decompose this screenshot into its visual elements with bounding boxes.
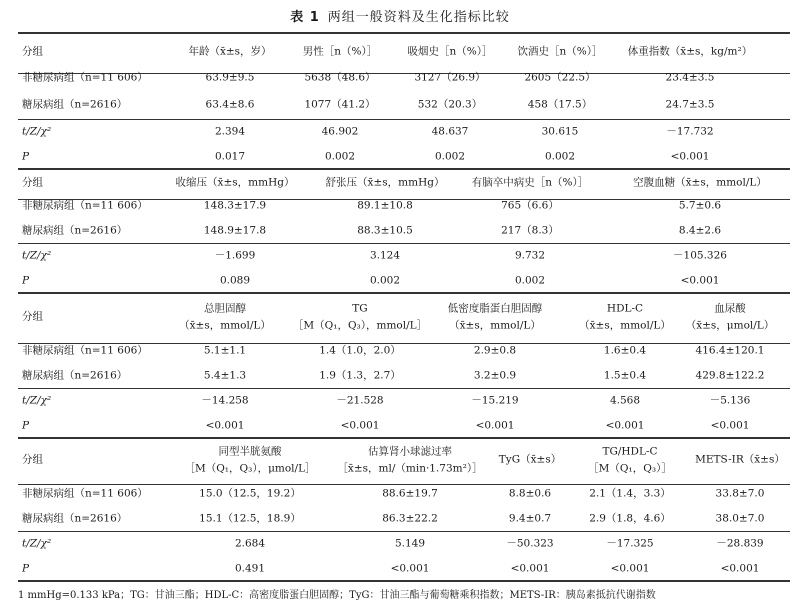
table-cell: 217（8.3） [501,224,559,237]
table-cell: 8.4±2.6 [678,224,722,237]
table-cell: 0.002 [434,150,466,163]
table-rule [18,531,790,532]
table-cell: 5.1±1.1 [203,344,247,357]
column-header-unit: （x̄±s，mmol/L） [579,319,671,332]
table-cell: 23.4±3.5 [665,71,715,84]
table-cell: <0.001 [670,150,710,163]
table-cell: 0.491 [234,562,266,575]
column-header: TG [352,302,368,315]
table-cell: 88.6±19.7 [382,487,438,500]
column-header: 总胆固醇 [204,302,246,315]
table-cell: 5.4±1.3 [203,369,247,382]
table-caption: 两组一般资料及生化指标比较 [327,10,510,25]
column-header: METS-IR（x̄±s） [695,453,785,466]
column-header: HDL-C [606,302,644,315]
table-cell: 416.4±120.1 [695,344,765,357]
table-rule [18,168,790,170]
table-cell: <0.001 [510,562,550,575]
column-header: 同型半胱氨酸 [218,445,282,458]
table-cell: <0.001 [205,419,245,432]
column-header: 分组 [22,176,43,189]
column-header: 年龄（x̄±s，岁） [188,45,272,58]
table-cell: 1.4（1.0，2.0） [319,344,401,357]
column-header-unit: ［M（Q₁，Q₃），mmol/L］ [292,319,428,332]
row-label: 糖尿病组（n=2616） [22,369,128,382]
column-header: 分组 [22,310,43,323]
table-cell: 24.7±3.5 [665,98,715,111]
table-cell: 4.568 [609,394,641,407]
column-header: 估算肾小球滤过率 [368,445,452,458]
table-number: 表 1 [290,10,320,25]
column-header: 有脑卒中病史［n（%）］ [471,176,589,189]
row-label: P [22,150,30,163]
row-label: t/Z/χ² [22,125,52,138]
table-rule [18,243,790,244]
column-header-unit: ［M（Q₁，Q₃）］ [588,462,672,475]
table-cell: <0.001 [720,562,760,575]
table-cell: 3127（26.9） [414,71,486,84]
row-label: 糖尿病组（n=2616） [22,224,128,237]
row-label: t/Z/χ² [22,394,52,407]
row-label: P [22,562,30,575]
table-cell: 2.1（1.4，3.3） [589,487,671,500]
column-header: 空腹血糖（x̄±s，mmol/L） [633,176,767,189]
column-header-unit: （x̄±s，mmol/L） [449,319,541,332]
column-header: TyG（x̄±s） [498,453,562,466]
table-cell: －1.699 [214,249,256,262]
table-cell: 0.002 [544,150,576,163]
table-cell: 3.2±0.9 [473,369,517,382]
table-cell: <0.001 [605,419,645,432]
row-label: 糖尿病组（n=2616） [22,98,128,111]
column-header-unit: ［M（Q₁，Q₃），μmol/L］ [184,462,316,475]
column-header: 分组 [22,45,43,58]
table-cell: 532（20.3） [417,98,483,111]
table-cell: －28.839 [716,537,764,550]
table-cell: 148.3±17.9 [203,199,267,212]
table-cell: 5.7±0.6 [678,199,722,212]
table-cell: 1.6±0.4 [603,344,647,357]
table-cell: 2.9（1.8，4.6） [589,512,671,525]
table-cell: 30.615 [541,125,579,138]
table-cell: 86.3±22.2 [382,512,438,525]
table-cell: 3.124 [369,249,401,262]
row-label: P [22,274,30,287]
table-rule [18,388,790,389]
table-cell: 63.9±9.5 [205,71,255,84]
column-header: 体重指数（x̄±s，kg/m²） [627,45,753,58]
table-cell: 89.1±10.8 [357,199,413,212]
table-title [0,6,800,25]
table-cell: 8.8±0.6 [508,487,552,500]
row-label: 非糖尿病组（n=11 606） [22,71,148,84]
table-cell: 0.017 [214,150,246,163]
table-cell: 148.9±17.8 [203,224,267,237]
table-cell: 0.002 [324,150,356,163]
table-cell: 48.637 [431,125,469,138]
row-label: 糖尿病组（n=2616） [22,512,128,525]
table-cell: 2.684 [234,537,266,550]
column-header: 分组 [22,453,43,466]
table-cell: 765（6.6） [501,199,559,212]
table-cell: 429.8±122.2 [695,369,765,382]
column-header-unit: ［x̄±s，ml/（min·1.73m²）］ [337,462,483,475]
table-cell: 1.5±0.4 [603,369,647,382]
table-cell: －17.325 [606,537,654,550]
row-label: 非糖尿病组（n=11 606） [22,199,148,212]
table-cell: 5.149 [394,537,426,550]
column-header: 男性［n（%）］ [302,45,378,58]
table-rule [18,580,790,582]
table-cell: 5638（48.6） [304,71,376,84]
table-cell: －105.326 [673,249,727,262]
table-cell: 2.394 [214,125,246,138]
table-cell: 15.1（12.5，18.9） [199,512,301,525]
column-header: TG/HDL-C [602,445,658,458]
table-cell: －21.528 [336,394,384,407]
table-cell: <0.001 [680,274,720,287]
table-cell: 46.902 [321,125,359,138]
table-cell: 9.732 [514,249,546,262]
table-cell: 0.002 [514,274,546,287]
table-cell: 9.4±0.7 [508,512,552,525]
column-header: 血尿酸 [714,302,746,315]
column-header-unit: （x̄±s，mmol/L） [179,319,271,332]
column-header-unit: （x̄±s，μmol/L） [685,319,775,332]
table-cell: 2605（22.5） [524,71,596,84]
column-header: 吸烟史［n（%）］ [407,45,493,58]
column-header: 低密度脂蛋白胆固醇 [447,302,543,315]
row-label: t/Z/χ² [22,537,52,550]
table-cell: 458（17.5） [527,98,593,111]
table-cell: －15.219 [471,394,519,407]
table-cell: 0.002 [369,274,401,287]
table-cell: －50.323 [506,537,554,550]
table-rule [18,484,790,485]
row-label: 非糖尿病组（n=11 606） [22,487,148,500]
table-cell: －17.732 [666,125,714,138]
table-rule [18,437,790,439]
table-cell: －5.136 [709,394,751,407]
table-cell: <0.001 [340,419,380,432]
table-cell: 1.9（1.3，2.7） [319,369,401,382]
table-cell: －14.258 [201,394,249,407]
table-cell: 2.9±0.8 [473,344,517,357]
table-cell: 1077（41.2） [304,98,376,111]
table-cell: <0.001 [710,419,750,432]
table-footnote: 1 mmHg=0.133 kPa；TG：甘油三酯；HDL-C：高密度脂蛋白胆固醇；TyG：甘油三酯与葡萄糖乘积指数；METS-IR：胰岛素抵抗代谢指数 [18,590,656,601]
table-cell: <0.001 [610,562,650,575]
column-header: 收缩压（x̄±s，mmHg） [175,176,295,189]
table-cell: 33.8±7.0 [715,487,765,500]
table-cell: <0.001 [475,419,515,432]
table-rule [18,119,790,120]
row-label: t/Z/χ² [22,249,52,262]
table-cell: 0.089 [219,274,251,287]
column-header: 饮酒史［n（%）］ [517,45,603,58]
table-cell: 88.3±10.5 [357,224,413,237]
table-rule [18,32,790,34]
table-rule [18,292,790,294]
table-cell: <0.001 [390,562,430,575]
row-label: P [22,419,30,432]
table-cell: 15.0（12.5，19.2） [199,487,301,500]
table-cell: 38.0±7.0 [715,512,765,525]
row-label: 非糖尿病组（n=11 606） [22,344,148,357]
column-header: 舒张压（x̄±s，mmHg） [325,176,445,189]
table-cell: 63.4±8.6 [205,98,255,111]
